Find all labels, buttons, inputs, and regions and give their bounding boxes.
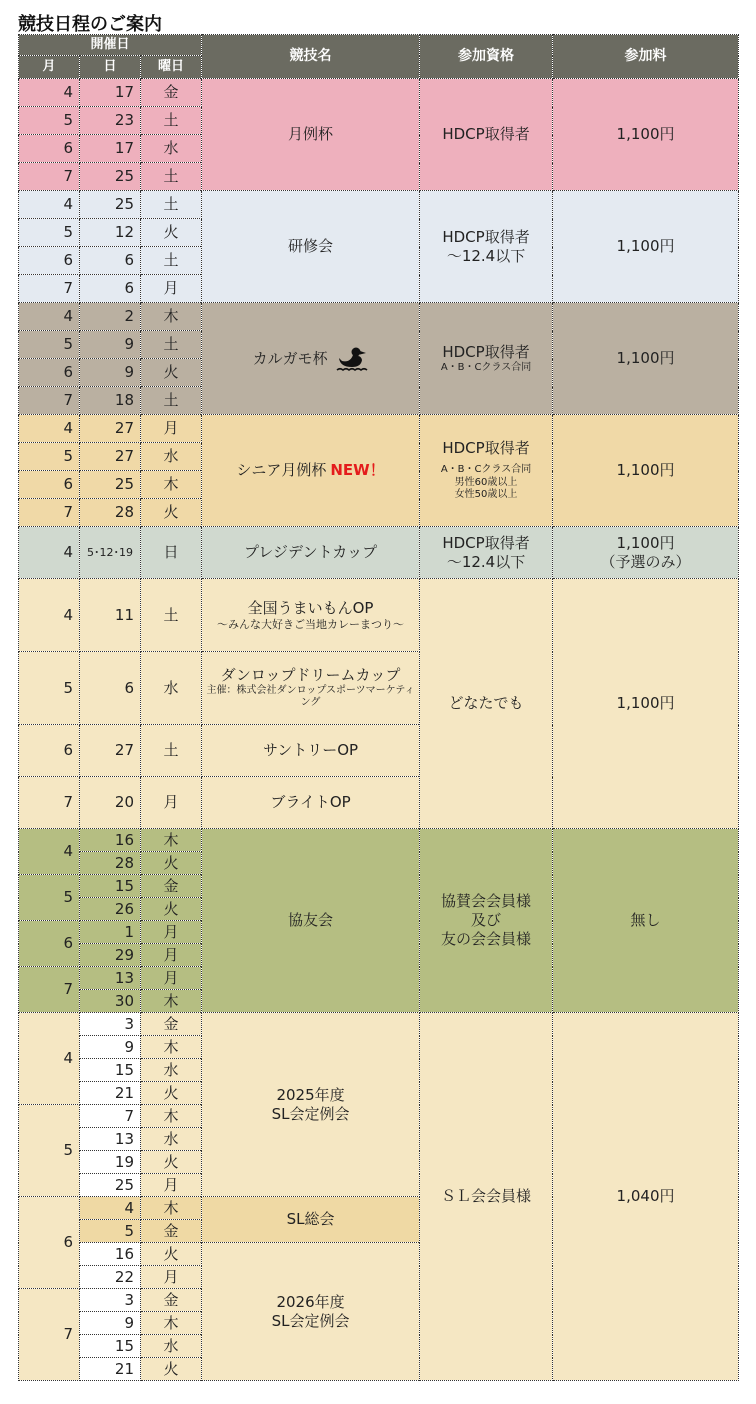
- weekday-cell: 木: [141, 990, 202, 1013]
- day-cell: 4: [80, 1197, 141, 1220]
- month-cell: 6: [19, 247, 80, 275]
- month-cell: 6: [19, 1197, 80, 1289]
- header-dates: 開催日: [19, 35, 202, 56]
- event-name: 研修会: [202, 191, 420, 303]
- day-cell: 21: [80, 1358, 141, 1381]
- month-cell: 7: [19, 777, 80, 829]
- eligibility-line: ～12.4以下: [446, 552, 526, 571]
- eligibility-cell: どなたでも: [420, 579, 553, 829]
- month-cell: 6: [19, 725, 80, 777]
- day-cell: 20: [80, 777, 141, 829]
- day-cell: 26: [80, 898, 141, 921]
- header-eligibility: 参加資格: [420, 35, 553, 79]
- event-name: SL会定例会: [271, 1104, 350, 1123]
- day-cell: 15: [80, 875, 141, 898]
- weekday-cell: 月: [141, 967, 202, 990]
- fee-cell: 無し: [553, 829, 739, 1013]
- day-cell: 5: [80, 1220, 141, 1243]
- month-cell: 4: [19, 79, 80, 107]
- day-cell: 28: [80, 852, 141, 875]
- day-cell: 25: [80, 163, 141, 191]
- eligibility-line: HDCP取得者: [442, 227, 530, 246]
- eligibility-line: HDCP取得者: [442, 439, 530, 458]
- month-cell: 5: [19, 652, 80, 725]
- eligibility-line: A・B・Cクラス合同: [440, 361, 532, 373]
- day-cell: 25: [80, 1174, 141, 1197]
- event-name-cell: [202, 652, 420, 725]
- event-name: シニア月例杯: [236, 461, 327, 480]
- weekday-cell: 火: [141, 1358, 202, 1381]
- month-cell: 4: [19, 527, 80, 579]
- weekday-cell: 日: [141, 527, 202, 579]
- month-cell: 4: [19, 829, 80, 875]
- day-cell: 9: [80, 359, 141, 387]
- fee-line: 1,100円: [616, 533, 675, 552]
- header-event: 競技名: [202, 35, 420, 79]
- weekday-cell: 土: [141, 191, 202, 219]
- event-name-cell: [202, 579, 420, 652]
- fee-cell: 1,100円: [553, 303, 739, 415]
- weekday-cell: 土: [141, 579, 202, 652]
- page-title: 競技日程のご案内: [18, 14, 162, 35]
- day-cell: 27: [80, 415, 141, 443]
- eligibility-line: HDCP取得者: [442, 342, 530, 361]
- day-cell: 11: [80, 579, 141, 652]
- month-cell: 6: [19, 359, 80, 387]
- weekday-cell: 土: [141, 163, 202, 191]
- header-day: 日: [80, 56, 141, 79]
- eligibility-cell: [420, 191, 553, 303]
- day-cell: 21: [80, 1082, 141, 1105]
- eligibility-cell: HDCP取得者: [420, 79, 553, 191]
- fee-cell: 1,100円: [553, 579, 739, 829]
- weekday-cell: 木: [141, 1105, 202, 1128]
- event-name: サントリーOP: [202, 725, 420, 777]
- weekday-cell: 水: [141, 135, 202, 163]
- day-cell: 25: [80, 471, 141, 499]
- day-cell: 15: [80, 1335, 141, 1358]
- event-name: ダンロップドリームカップ: [220, 666, 401, 685]
- table-row: [19, 303, 739, 331]
- table-row: [19, 79, 739, 107]
- weekday-cell: 金: [141, 875, 202, 898]
- weekday-cell: 水: [141, 652, 202, 725]
- day-cell: 9: [80, 331, 141, 359]
- month-cell: 4: [19, 191, 80, 219]
- weekday-cell: 火: [141, 1082, 202, 1105]
- month-cell: 5: [19, 107, 80, 135]
- weekday-cell: 木: [141, 1036, 202, 1059]
- event-name: SL総会: [202, 1197, 420, 1243]
- fee-line: （予選のみ）: [600, 552, 691, 571]
- eligibility-line: A・B・Cクラス合同: [440, 464, 532, 476]
- event-name: 2026年度: [276, 1292, 345, 1311]
- day-cell: 6: [80, 247, 141, 275]
- weekday-cell: 金: [141, 79, 202, 107]
- event-name-cell: [202, 1243, 420, 1381]
- eligibility-line: 協賛会会員様: [441, 892, 532, 911]
- event-name: 協友会: [202, 829, 420, 1013]
- day-cell: 16: [80, 829, 141, 852]
- event-name-cell: [202, 303, 420, 415]
- weekday-cell: 火: [141, 1243, 202, 1266]
- month-cell: 6: [19, 471, 80, 499]
- weekday-cell: 月: [141, 921, 202, 944]
- weekday-cell: 月: [141, 1174, 202, 1197]
- weekday-cell: 土: [141, 107, 202, 135]
- weekday-cell: 水: [141, 1335, 202, 1358]
- day-cell: 27: [80, 725, 141, 777]
- new-badge: NEW！: [330, 461, 385, 480]
- event-name: 全国うまいもんOP: [247, 598, 374, 617]
- month-cell: 7: [19, 967, 80, 1013]
- month-cell: 7: [19, 163, 80, 191]
- table-row: [19, 415, 739, 443]
- event-name: 月例杯: [202, 79, 420, 191]
- month-cell: 4: [19, 1013, 80, 1105]
- event-name-cell: [202, 1013, 420, 1197]
- weekday-cell: 月: [141, 415, 202, 443]
- day-cell: 2: [80, 303, 141, 331]
- weekday-cell: 水: [141, 1128, 202, 1151]
- weekday-cell: 水: [141, 443, 202, 471]
- weekday-cell: 木: [141, 1197, 202, 1220]
- day-cell: 6: [80, 275, 141, 303]
- month-cell: 6: [19, 921, 80, 967]
- event-name: ブライトOP: [202, 777, 420, 829]
- weekday-cell: 月: [141, 777, 202, 829]
- event-name-cell: [202, 415, 420, 527]
- event-name: 2025年度: [276, 1085, 345, 1104]
- day-cell: 9: [80, 1312, 141, 1335]
- eligibility-line: 及び: [471, 911, 502, 930]
- month-cell: 5: [19, 443, 80, 471]
- weekday-cell: 火: [141, 219, 202, 247]
- day-cell: 25: [80, 191, 141, 219]
- header-row: [19, 35, 739, 56]
- day-cell: 13: [80, 1128, 141, 1151]
- table-row: [19, 579, 739, 652]
- weekday-cell: 月: [141, 1266, 202, 1289]
- day-cell: 9: [80, 1036, 141, 1059]
- eligibility-cell: [420, 303, 553, 415]
- weekday-cell: 木: [141, 471, 202, 499]
- day-cell: 7: [80, 1105, 141, 1128]
- eligibility-cell: [420, 829, 553, 1013]
- table-row: [19, 1013, 739, 1036]
- weekday-cell: 木: [141, 829, 202, 852]
- day-cell: 6: [80, 652, 141, 725]
- day-cell: 16: [80, 1243, 141, 1266]
- duck-icon: [336, 346, 368, 372]
- eligibility-line: 男性60歳以上: [454, 476, 518, 488]
- header-month: 月: [19, 56, 80, 79]
- event-subtitle: 主催：株式会社ダンロップスポーツマーケティング: [206, 684, 415, 709]
- table-row: [19, 527, 739, 579]
- day-cell: 17: [80, 135, 141, 163]
- month-cell: 5: [19, 219, 80, 247]
- eligibility-line: ～12.4以下: [446, 246, 526, 265]
- schedule-table: [18, 34, 739, 1381]
- month-cell: 7: [19, 275, 80, 303]
- day-cell: 1: [80, 921, 141, 944]
- header-fee: 参加料: [553, 35, 739, 79]
- eligibility-line: 女性50歳以上: [454, 489, 518, 501]
- table-row: [19, 829, 739, 852]
- weekday-cell: 土: [141, 725, 202, 777]
- weekday-cell: 金: [141, 1289, 202, 1312]
- header-weekday: 曜日: [141, 56, 202, 79]
- weekday-cell: 土: [141, 247, 202, 275]
- weekday-cell: 木: [141, 303, 202, 331]
- day-cell: 28: [80, 499, 141, 527]
- day-cell: 13: [80, 967, 141, 990]
- month-cell: 7: [19, 387, 80, 415]
- month-cell: 5: [19, 1105, 80, 1197]
- day-cell: 18: [80, 387, 141, 415]
- month-cell: 4: [19, 579, 80, 652]
- day-cell: 19: [80, 1151, 141, 1174]
- eligibility-cell: ＳＬ会会員様: [420, 1013, 553, 1381]
- weekday-cell: 金: [141, 1220, 202, 1243]
- weekday-cell: 月: [141, 944, 202, 967]
- weekday-cell: 火: [141, 499, 202, 527]
- event-name: プレジデントカップ: [202, 527, 420, 579]
- eligibility-line: 友の会会員様: [441, 929, 532, 948]
- month-cell: 7: [19, 499, 80, 527]
- weekday-cell: 金: [141, 1013, 202, 1036]
- day-cell: 12: [80, 219, 141, 247]
- table-row: [19, 191, 739, 219]
- event-name: SL会定例会: [271, 1311, 350, 1330]
- fee-cell: 1,100円: [553, 415, 739, 527]
- weekday-cell: 水: [141, 1059, 202, 1082]
- day-cell: 5･12･19: [80, 527, 141, 579]
- weekday-cell: 火: [141, 1151, 202, 1174]
- eligibility-line: HDCP取得者: [442, 533, 530, 552]
- fee-cell: 1,100円: [553, 191, 739, 303]
- fee-cell: 1,040円: [553, 1013, 739, 1381]
- event-name: カルガモ杯: [252, 349, 328, 367]
- event-subtitle: ～みんな大好きご当地カレーまつり～: [217, 617, 405, 631]
- month-cell: 5: [19, 331, 80, 359]
- month-cell: 6: [19, 135, 80, 163]
- weekday-cell: 木: [141, 1312, 202, 1335]
- month-cell: 5: [19, 875, 80, 921]
- eligibility-cell: [420, 527, 553, 579]
- month-cell: 4: [19, 303, 80, 331]
- day-cell: 3: [80, 1013, 141, 1036]
- eligibility-cell: [420, 415, 553, 527]
- weekday-cell: 火: [141, 898, 202, 921]
- day-cell: 30: [80, 990, 141, 1013]
- day-cell: 3: [80, 1289, 141, 1312]
- weekday-cell: 土: [141, 331, 202, 359]
- weekday-cell: 土: [141, 387, 202, 415]
- month-cell: 7: [19, 1289, 80, 1381]
- weekday-cell: 火: [141, 852, 202, 875]
- day-cell: 27: [80, 443, 141, 471]
- day-cell: 15: [80, 1059, 141, 1082]
- month-cell: 4: [19, 415, 80, 443]
- day-cell: 22: [80, 1266, 141, 1289]
- day-cell: 29: [80, 944, 141, 967]
- fee-cell: [553, 527, 739, 579]
- day-cell: 17: [80, 79, 141, 107]
- fee-cell: 1,100円: [553, 79, 739, 191]
- weekday-cell: 火: [141, 359, 202, 387]
- day-cell: 23: [80, 107, 141, 135]
- weekday-cell: 月: [141, 275, 202, 303]
